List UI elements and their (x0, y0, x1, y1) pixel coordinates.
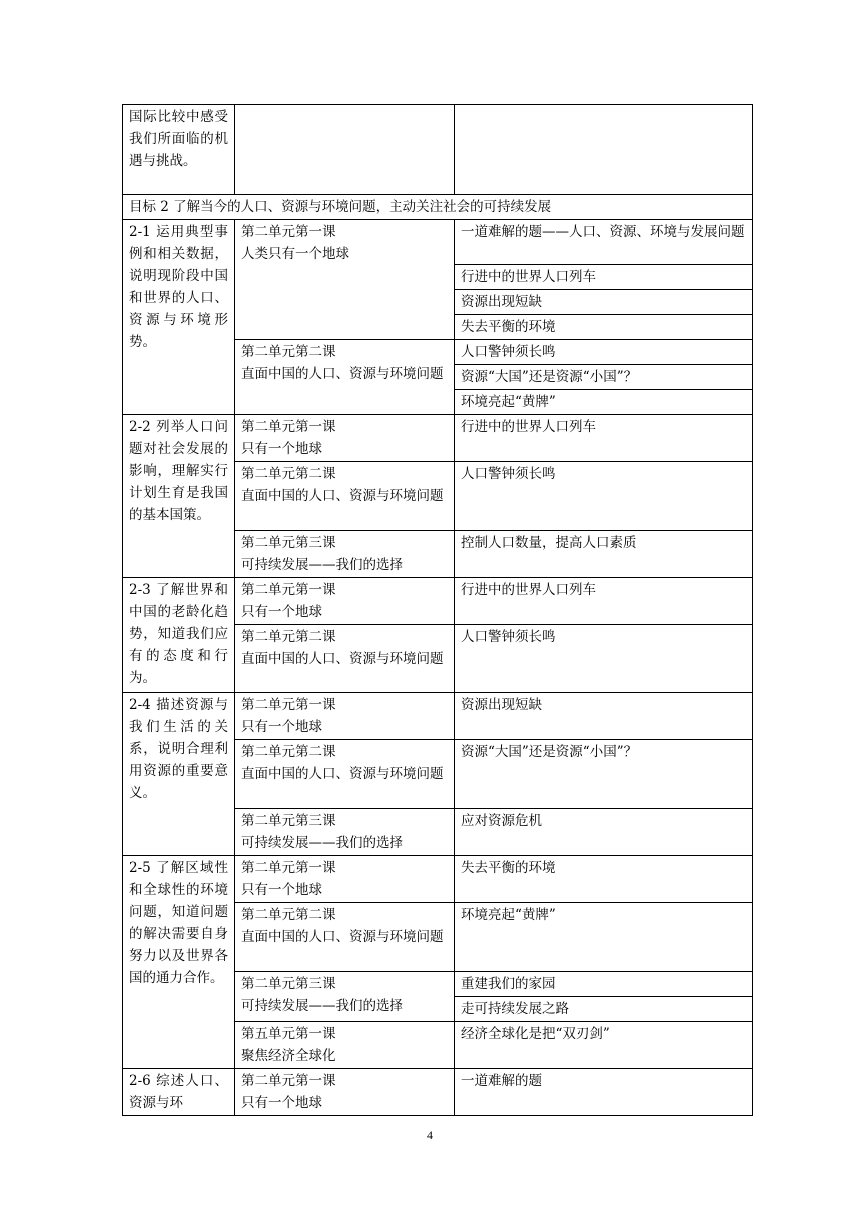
lesson-title: 只有一个地球 (241, 441, 322, 457)
lesson-title: 直面中国的人口、资源与环境问题 (241, 488, 444, 504)
topic-cell: 资源“大国”还是资源“小国”？ (455, 365, 753, 390)
lesson-title: 人类只有一个地球 (241, 246, 349, 262)
lesson-cell (235, 1069, 455, 1116)
lesson-unit: 第二单元第一课 (241, 582, 336, 598)
lesson-unit: 第二单元第一课 (241, 697, 336, 713)
lesson-title: 可持续发展——我们的选择 (241, 998, 403, 1014)
topic-cell: 环境亮起“黄牌” (455, 903, 753, 972)
table-row (123, 105, 753, 195)
lesson-title: 直面中国的人口、资源与环境问题 (241, 766, 444, 782)
topic-cell: 资源“大国”还是资源“小国”？ (455, 740, 753, 809)
lesson-title: 只有一个地球 (241, 719, 322, 735)
table-row (123, 578, 753, 625)
lesson-cell (235, 740, 455, 809)
table-row (123, 856, 753, 903)
table-row (123, 693, 753, 740)
lesson-cell (235, 105, 455, 195)
lesson-unit: 第二单元第二课 (241, 907, 336, 923)
standard-cell: 2-1 运用典型事例和相关数据，说明现阶段中国和世界的人口、资源与环境形势。 (123, 220, 235, 415)
lesson-unit: 第二单元第三课 (241, 813, 336, 829)
topic-cell (455, 105, 753, 195)
lesson-cell (235, 625, 455, 693)
lesson-unit: 第二单元第二课 (241, 629, 336, 645)
topic-cell: 行进中的世界人口列车 (455, 415, 753, 462)
topic-cell: 走可持续发展之路 (455, 997, 753, 1022)
topic-cell: 失去平衡的环境 (455, 315, 753, 340)
lesson-unit: 第二单元第一课 (241, 224, 336, 240)
standard-cell: 2-6 综述人口、资源与环 (123, 1069, 235, 1116)
lesson-unit: 第二单元第一课 (241, 419, 336, 435)
lesson-title: 可持续发展——我们的选择 (241, 835, 403, 851)
table-row (123, 415, 753, 462)
table-row (123, 1069, 753, 1116)
lesson-title: 只有一个地球 (241, 604, 322, 620)
page-number: 4 (427, 1128, 433, 1142)
topic-cell: 人口警钟须长鸣 (455, 462, 753, 531)
topic-cell: 重建我们的家园 (455, 972, 753, 997)
topic-cell: 资源出现短缺 (455, 290, 753, 315)
topic-cell: 环境亮起“黄牌” (455, 390, 753, 415)
lesson-unit: 第五单元第一课 (241, 1026, 336, 1042)
standard-cell: 国际比较中感受我们所面临的机遇与挑战。 (123, 105, 235, 195)
standard-cell: 2-3 了解世界和中国的老龄化趋势，知道我们应有的态度和行为。 (123, 578, 235, 693)
lesson-title: 只有一个地球 (241, 882, 322, 898)
lesson-title: 聚焦经济全球化 (241, 1048, 336, 1064)
lesson-cell (235, 856, 455, 903)
topic-cell: 行进中的世界人口列车 (455, 578, 753, 625)
lesson-title: 直面中国的人口、资源与环境问题 (241, 929, 444, 945)
lesson-cell (235, 340, 455, 415)
lesson-unit: 第二单元第一课 (241, 1073, 336, 1089)
lesson-cell (235, 415, 455, 462)
standard-cell: 2-5 了解区域性和全球性的环境问题，知道问题的解决需要自身努力以及世界各国的通力合作。 (123, 856, 235, 1069)
topic-cell: 资源出现短缺 (455, 693, 753, 740)
table-row (123, 195, 753, 220)
topic-cell: 人口警钟须长鸣 (455, 625, 753, 693)
lesson-cell (235, 220, 455, 340)
standard-cell: 2-4 描述资源与我们生活的关系，说明合理利用资源的重要意义。 (123, 693, 235, 856)
lesson-cell (235, 809, 455, 856)
lesson-title: 可持续发展——我们的选择 (241, 557, 403, 573)
lesson-cell (235, 972, 455, 1022)
topic-cell: 应对资源危机 (455, 809, 753, 856)
standard-cell: 2-2 列举人口问题对社会发展的影响，理解实行计划生育是我国的基本国策。 (123, 415, 235, 578)
topic-cell: 失去平衡的环境 (455, 856, 753, 903)
lesson-title: 只有一个地球 (241, 1095, 322, 1111)
lesson-cell (235, 462, 455, 531)
topic-cell: 人口警钟须长鸣 (455, 340, 753, 365)
lesson-title: 直面中国的人口、资源与环境问题 (241, 651, 444, 667)
lesson-unit: 第二单元第二课 (241, 466, 336, 482)
lesson-cell (235, 578, 455, 625)
lesson-cell (235, 1022, 455, 1069)
curriculum-table (122, 104, 753, 1116)
topic-cell: 经济全球化是把“双刃剑” (455, 1022, 753, 1069)
lesson-title: 直面中国的人口、资源与环境问题 (241, 366, 444, 382)
lesson-unit: 第二单元第二课 (241, 344, 336, 360)
topic-cell: 控制人口数量，提高人口素质 (455, 531, 753, 578)
lesson-cell (235, 531, 455, 578)
lesson-unit: 第二单元第二课 (241, 744, 336, 760)
lesson-cell (235, 693, 455, 740)
topic-cell: 行进中的世界人口列车 (455, 265, 753, 290)
lesson-cell (235, 903, 455, 972)
table-row (123, 220, 753, 265)
goal-heading: 目标 2 了解当今的人口、资源与环境问题，主动关注社会的可持续发展 (123, 195, 753, 220)
topic-cell: 一道难解的题 (455, 1069, 753, 1116)
lesson-unit: 第二单元第一课 (241, 860, 336, 876)
lesson-unit: 第二单元第三课 (241, 976, 336, 992)
topic-cell: 一道难解的题——人口、资源、环境与发展问题 (455, 220, 753, 265)
lesson-unit: 第二单元第三课 (241, 535, 336, 551)
